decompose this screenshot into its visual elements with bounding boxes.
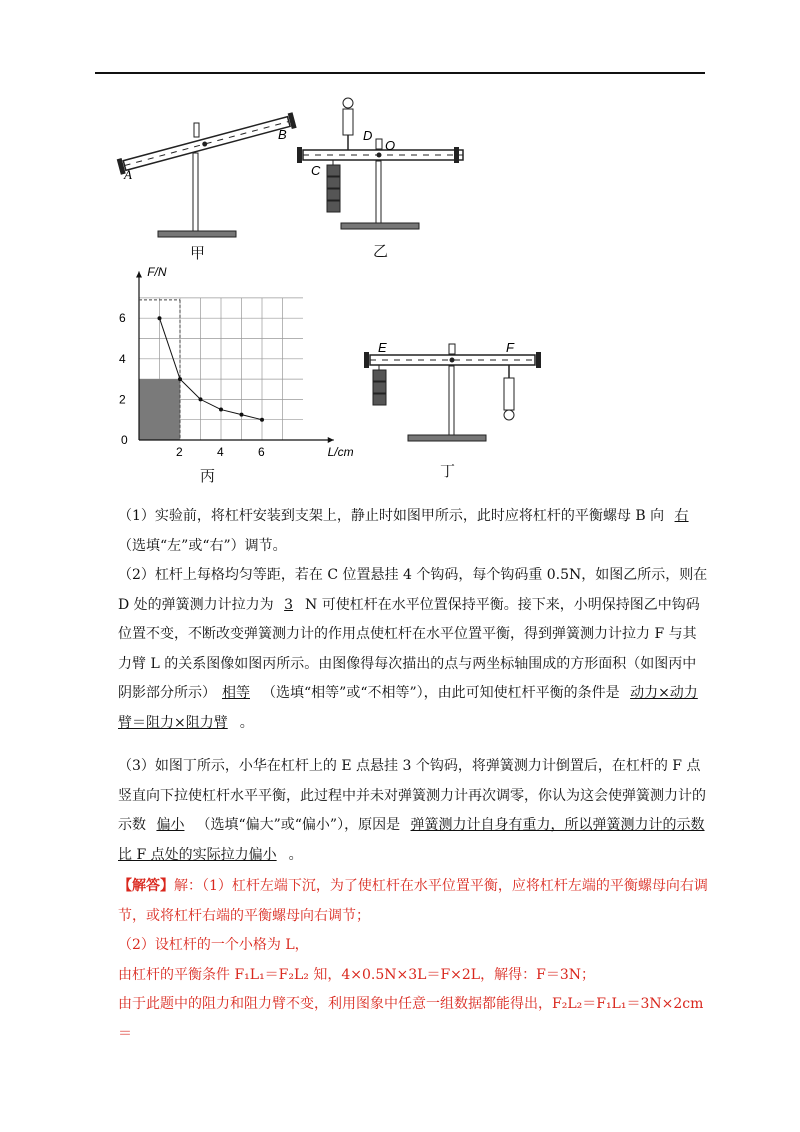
q3-answer2: 弹簧测力计自身有重力，所以弹簧测力计的示数比 F 点处的实际拉力偏小 — [118, 817, 705, 863]
data-point — [260, 418, 264, 422]
y-axis-arrow — [136, 272, 142, 278]
y-tick-label: 2 — [119, 392, 126, 407]
q2-text4: 。 — [239, 714, 254, 731]
question-3 — [118, 752, 708, 870]
data-point — [240, 413, 244, 417]
caption-jia: 甲 — [190, 244, 206, 262]
label-a: A — [124, 167, 132, 182]
q2-text3: （选填“相等”或“不相等”），由此可知使杠杆平衡的条件是 — [262, 685, 625, 701]
q2-answer2: 相等 — [222, 685, 250, 701]
q1-text2: （选填“左”或“右”）调节。 — [118, 537, 287, 554]
data-point — [219, 408, 223, 412]
data-point — [158, 316, 162, 320]
label-b: B — [278, 127, 287, 142]
label-e: E — [378, 340, 387, 355]
q2-text2: N 可使杠杆在水平位置保持平衡。接下来，小明保持图乙中钩码位置不变，不断改变弹簧测力计的作用点使杠杆在水平位置平衡，得到弹簧测力计拉力 F 与其力臂 L 的关系图像如图丙所示。由图像得每次描出的点与两坐标轴围成的方形面积（如图丙中阴影部分所示） — [118, 596, 700, 701]
q2-answer3: 动力×动力臂＝阻力×阻力臂 — [118, 685, 698, 731]
data-point — [199, 397, 203, 401]
q3-text3: 。 — [288, 846, 303, 863]
caption-yi: 乙 — [373, 242, 389, 260]
x-tick-label: 4 — [217, 445, 224, 459]
solution-step-3: 由杠杆的平衡条件 F₁L₁＝F₂L₂ 知，4×0.5N×3L＝F×2L，解得：F＝3N； — [118, 966, 595, 983]
q1-text: （1）实验前，将杠杆安装到支架上，静止时如图甲所示，此时应将杠杆的平衡螺母 B 向 — [118, 508, 669, 524]
label-f: F — [506, 340, 514, 355]
figure-yi — [295, 95, 470, 240]
shaded-area — [139, 379, 180, 440]
solution — [118, 872, 708, 1049]
header-rule — [95, 72, 705, 74]
q3-text: （3）如图丁所示，小华在杠杆上的 E 点悬挂 3 个钩码，将弹簧测力计倒置后，在杠杆的 F 点竖直向下拉使杠杆水平平衡，此过程中并未对弹簧测力计再次调零，你认为这会使弹簧测力计的示数 — [118, 758, 706, 833]
solution-tag: 【解答】 — [118, 878, 174, 894]
label-c: C — [311, 163, 321, 178]
y-tick-label: 6 — [119, 311, 126, 326]
question-2 — [118, 561, 708, 738]
origin-label: 0 — [121, 433, 128, 447]
x-axis-label: L/cm — [327, 445, 354, 459]
data-point — [178, 377, 182, 381]
solution-step-1: 解：（1）杠杆左端下沉，为了使杠杆在水平位置平衡，应将杠杆左端的平衡螺母向右调节，或将杠杆右端的平衡螺母向右调节； — [118, 878, 708, 924]
x-axis-arrow — [328, 437, 334, 443]
y-axis-label: F/N — [147, 265, 167, 279]
figure-jia — [110, 115, 300, 245]
q2-answer1: 3 — [284, 596, 294, 613]
figure-bing-chart — [115, 262, 354, 459]
q3-answer1: 偏小 — [156, 817, 185, 833]
solution-step-4: 由于此题中的阻力和阻力臂不变，利用图象中任意一组数据都能得出，F₂L₂＝F₁L₁＝3N×2cm＝ — [118, 996, 704, 1042]
label-d: D — [363, 128, 373, 143]
x-tick-label: 6 — [258, 445, 265, 459]
q3-text2: （选填“偏大”或“偏小”），原因是 — [196, 817, 405, 833]
q2-text: （2）杠杆上每格均匀等距，若在 C 位置悬挂 4 个钩码，每个钩码重 0.5N，如图乙所示，则在 D 处的弹簧测力计拉力为 — [118, 567, 708, 613]
figure-ding — [360, 338, 545, 448]
q1-answer: 右 — [674, 508, 689, 524]
caption-bing: 丙 — [200, 467, 216, 485]
solution-step-2: （2）设杠杆的一个小格为 L， — [118, 937, 309, 953]
question-1 — [118, 502, 708, 561]
y-tick-label: 4 — [119, 351, 126, 366]
label-o: O — [385, 138, 396, 153]
caption-ding: 丁 — [440, 462, 456, 480]
x-tick-label: 2 — [176, 445, 183, 459]
